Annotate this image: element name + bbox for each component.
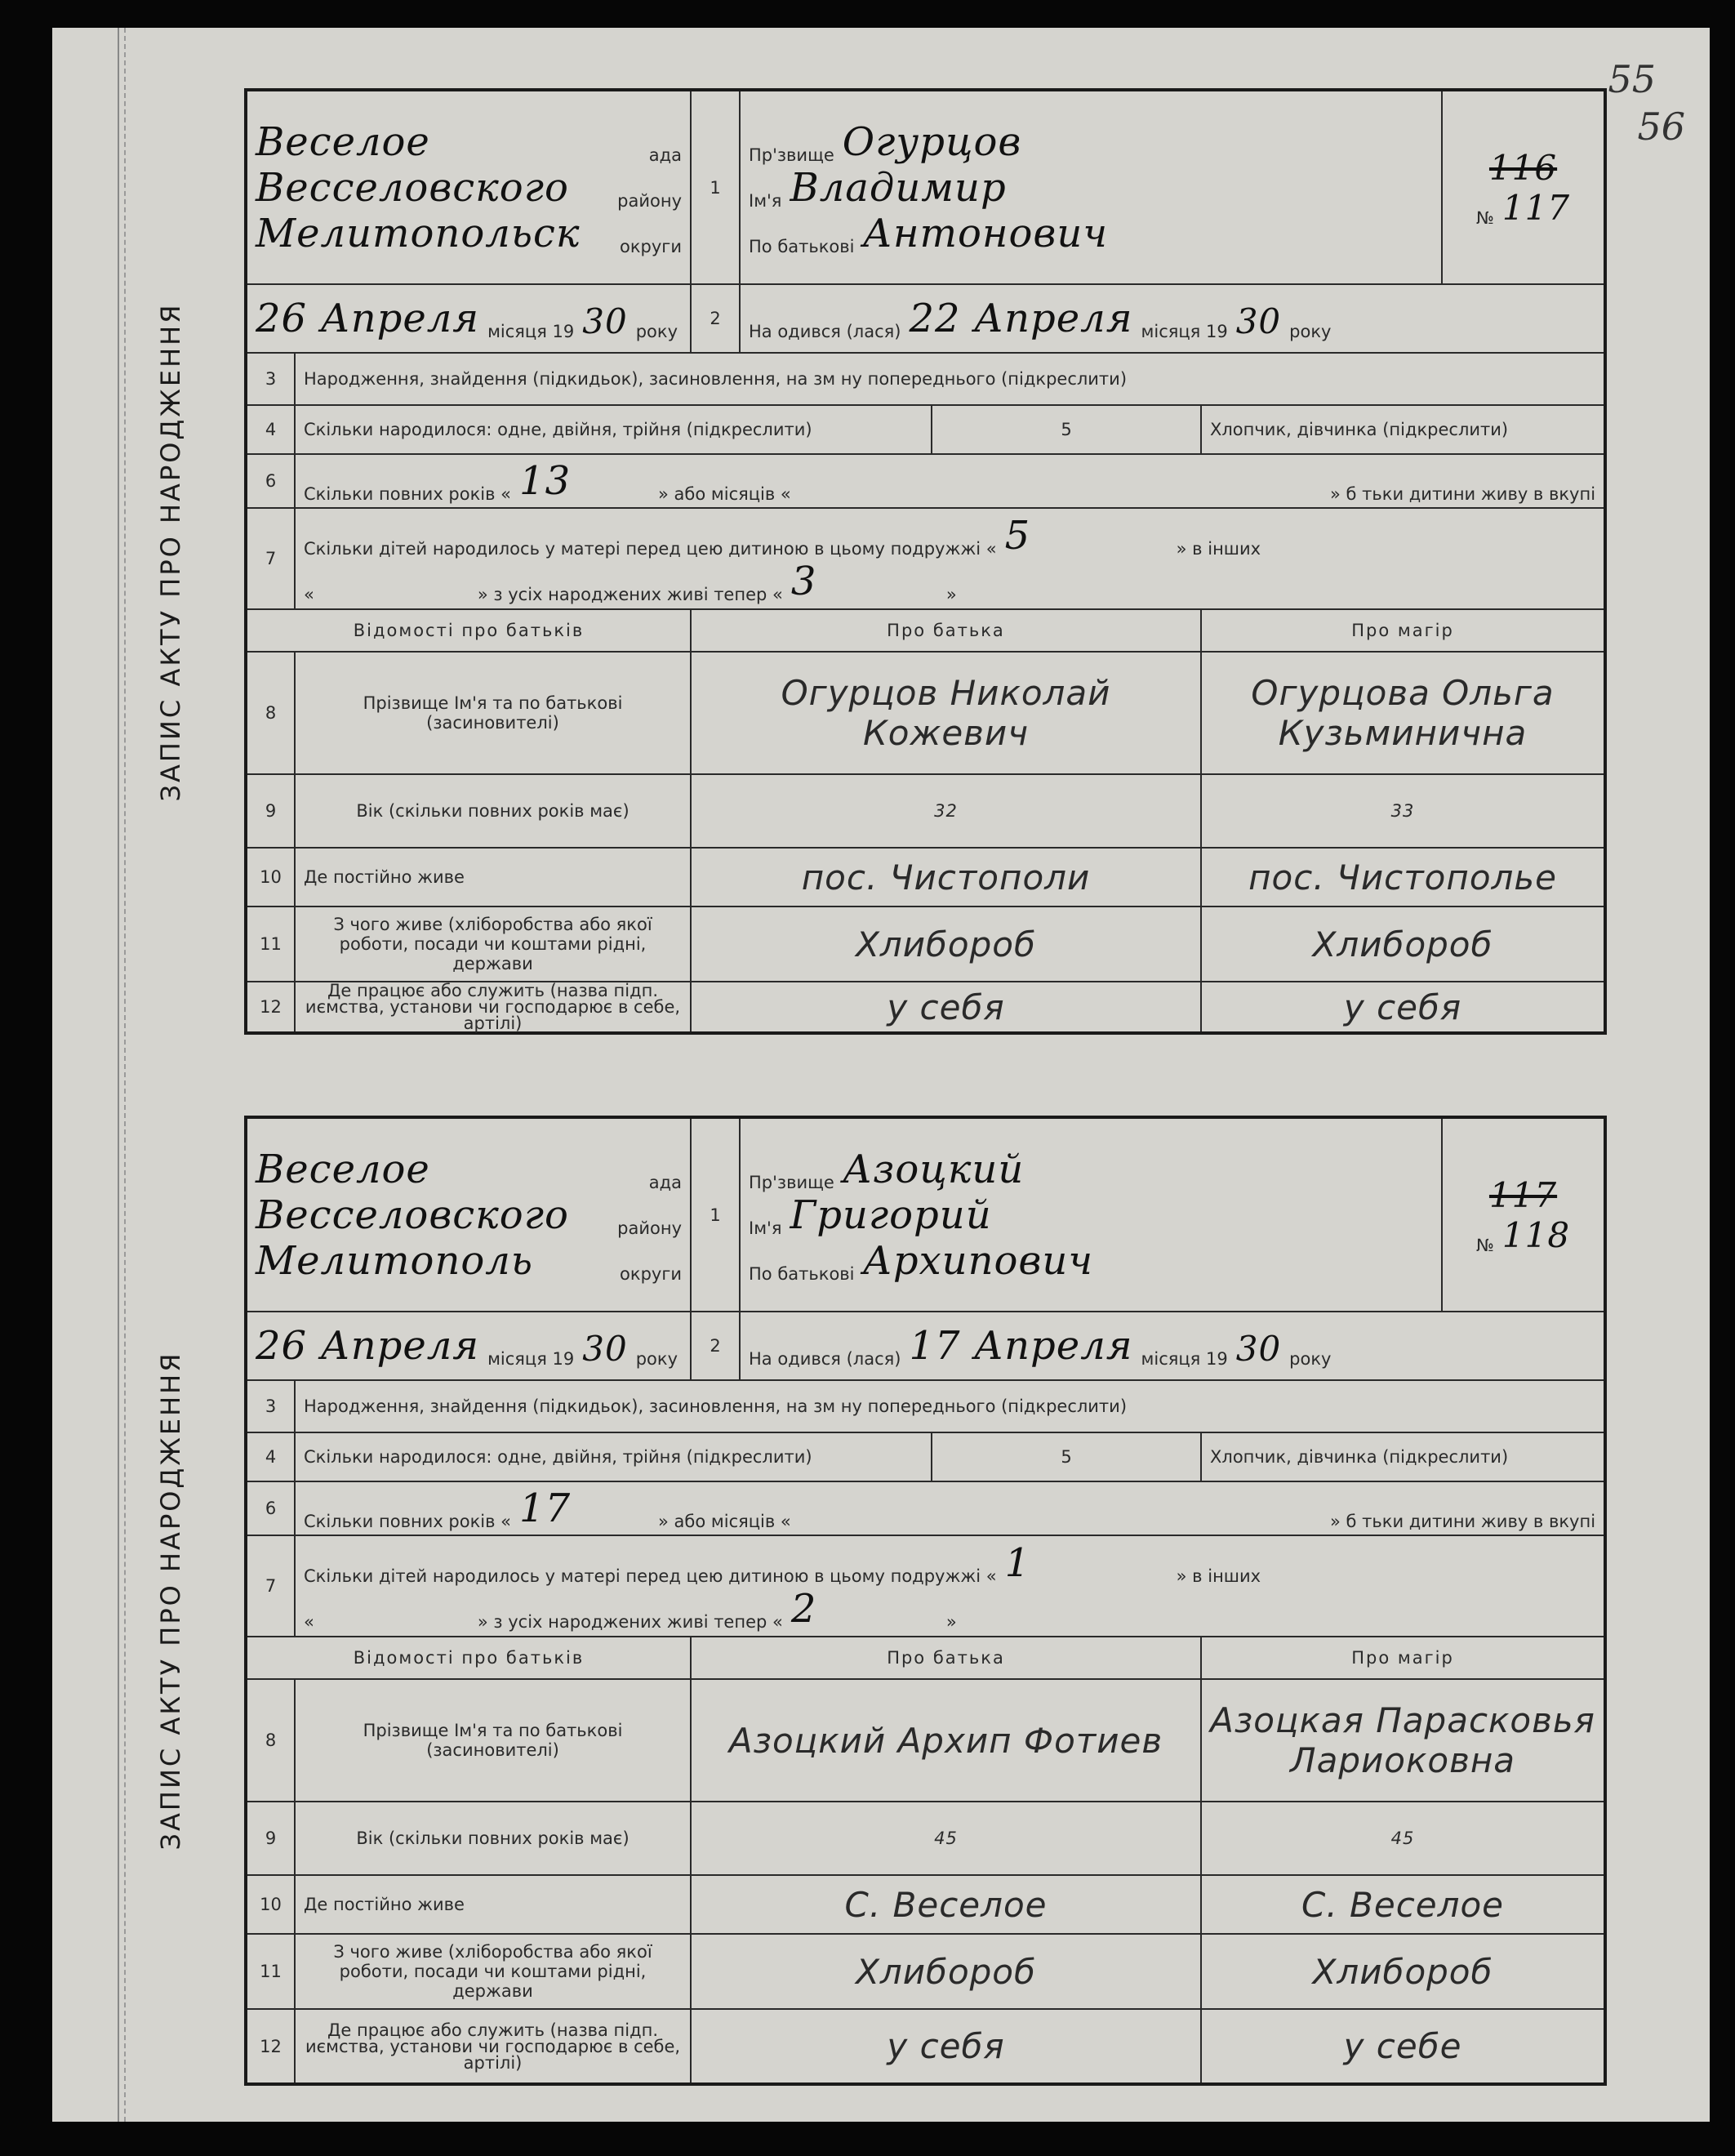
birth-day-month: 17 Апреля: [909, 1323, 1133, 1369]
father-work: у себя: [691, 982, 1201, 1033]
birth-year: 30: [1235, 1329, 1282, 1369]
mother-residence: С. Веселое: [1201, 1875, 1605, 1934]
label-born: На одився (лася): [749, 1349, 901, 1369]
child-surname: Огурцов: [842, 118, 1022, 165]
label-r8: Прізвище Ім'я та по батькові (засиновителі): [295, 652, 691, 774]
record-number: [1442, 1117, 1605, 1312]
reg-day-month: 26 Апреля: [256, 1323, 480, 1369]
label-row7a: Скільки дітей народилось у матері перед цею дитиною в цьому подружжі «: [304, 1566, 997, 1586]
label-row6c: » б тьки дитини живу в вкупі: [1330, 1512, 1596, 1531]
label-name: Ім'я: [749, 1218, 782, 1238]
children-count: [295, 1535, 1605, 1637]
label-surname: Пр'звище: [749, 145, 834, 165]
event-type: [295, 353, 1605, 405]
father-age: 45: [691, 1802, 1201, 1875]
village-value: Веселое: [256, 1146, 430, 1192]
mother-occupation: Хлибороб: [1201, 906, 1605, 982]
label-row3: Народження, знайдення (підкидьок), засиновлення, на зм ну попереднього (підкреслити): [304, 369, 1128, 389]
label-r12: Де працює або служить (назва підп. иємства, установи чи господарює в себе, артілі): [295, 982, 691, 1033]
father-residence: С. Веселое: [691, 1875, 1201, 1934]
label-row7c: «: [304, 1612, 314, 1632]
birth-day-month: 22 Апреля: [909, 296, 1133, 341]
child-patronymic: Архипович: [862, 1237, 1094, 1284]
record-form: Веселое ада Весселовского району Мелитопольск округи 1 Пр'звище Огурцов Ім'я Владимир По батькові Антонович 116 № 117 26 Апреля місяця 19 30 року 2 На одився (лася) 22 Апреля місяця 19 30 року 3 Народження, знайдення (підкидьок), засиновлення, на зм ну попереднього (підкреслити) 4 Скільки народилося: одне, двійня, трійня (підкреслити) 5 Хлопчик, дівчинка (підкреслити) 6 Скільки повних років « 13 » або місяців « » б тьки дитини живу в вкупі 7 Скільки дітей народилось у матері перед цею дитиною в цьому подружжі « 5 » в інших « » з усіх народжених живі тепер « 3 » Відомості про батьків Про батька Про магір 8 Прізвище Ім'я та по батькові (засиновителі) Огурцов Николай Кожевич Огурцова Ольга Кузьминична 9 Вік (скільки повних років має) 32 33 10 Де постійно живе пос. Чистополи пос. Чистополье 11 З чого живе (хліборобства або якої роботи, посади чи коштами рідні, держави Хлибороб Хлибороб 12 Де працює або служить (назва підп. иємства, установи чи господарює в себе, артілі) у себя у себя: [244, 88, 1607, 1035]
child-name: Григорий: [790, 1192, 992, 1238]
children-count: [295, 508, 1605, 609]
label-misyatsia: місяця 19: [487, 1349, 575, 1369]
okrug-value: Мелитополь: [256, 1237, 533, 1284]
label-r8: Прізвище Ім'я та по батькові (засиновителі): [295, 1679, 691, 1802]
label-row6c: » б тьки дитини живу в вкупі: [1330, 484, 1596, 504]
document-page: [52, 28, 1710, 2122]
label-r11: З чого живе (хліборобства або якої роботи, посади чи коштами рідні, держави: [295, 1934, 691, 2009]
label-roku: року: [1289, 322, 1332, 341]
parents-info-header: Відомості про батьків: [246, 609, 691, 652]
registration-date: [246, 284, 691, 353]
raion-value: Весселовского: [256, 164, 569, 211]
reg-day-month: 26 Апреля: [256, 296, 480, 341]
label-row4: Скільки народилося: одне, двійня, трійня (підкреслити): [304, 1447, 812, 1467]
birth-count: [295, 405, 932, 454]
okrug-value: Мелитопольск: [256, 210, 581, 256]
registration-date: [246, 1312, 691, 1380]
label-misyatsia: місяця 19: [487, 322, 575, 341]
place-block: [246, 1117, 691, 1312]
label-row6a: Скільки повних років «: [304, 484, 512, 504]
label-row5: Хлопчик, дівчинка (підкреслити): [1210, 420, 1509, 439]
label-row7b: » в інших: [1176, 539, 1261, 559]
label-r12: Де працює або служить (назва підп. иємства, установи чи господарює в себе, артілі): [295, 2009, 691, 2084]
mother-name: Огурцова Ольга Кузьминична: [1201, 652, 1605, 774]
event-type: [295, 1380, 1605, 1432]
label-raion: району: [617, 1218, 683, 1238]
child-patronymic: Антонович: [862, 210, 1109, 256]
child-name: Владимир: [790, 164, 1007, 211]
birth-year: 30: [1235, 301, 1282, 341]
label-row4: Скільки народилося: одне, двійня, трійня (підкреслити): [304, 420, 812, 439]
parents-together: [295, 1481, 1605, 1535]
label-row5: Хлопчик, дівчинка (підкреслити): [1210, 1447, 1509, 1467]
child-surname: Азоцкий: [842, 1146, 1025, 1192]
place-block: [246, 90, 691, 284]
mother-age: 45: [1201, 1802, 1605, 1875]
father-name: Азоцкий Архип Фотиев: [691, 1679, 1201, 1802]
mother-header: Про магір: [1201, 1637, 1605, 1679]
label-raion: району: [617, 190, 682, 211]
children-alive: 3: [790, 559, 817, 604]
birth-count: [295, 1432, 932, 1481]
label-surname: Пр'звище: [749, 1172, 834, 1192]
side-title: [122, 1116, 220, 2086]
village-value: Веселое: [256, 118, 430, 165]
years-together: 13: [519, 458, 572, 504]
label-row7b: » в інших: [1176, 1566, 1261, 1586]
label-row6a: Скільки повних років «: [304, 1512, 512, 1531]
father-occupation: Хлибороб: [691, 1934, 1201, 2009]
father-header: Про батька: [691, 1637, 1201, 1679]
label-row6b: » або місяців «: [658, 1512, 791, 1531]
label-patronymic: По батькові: [749, 1263, 855, 1284]
child-sex: [1201, 1432, 1605, 1481]
label-rada: ада: [648, 1172, 683, 1192]
father-occupation: Хлибороб: [691, 906, 1201, 982]
label-row7d: » з усіх народжених живі тепер «: [477, 585, 783, 604]
archive-page-number: 55 56: [1608, 57, 1685, 149]
parents-together: [295, 454, 1605, 508]
father-work: у себя: [691, 2009, 1201, 2084]
mother-work: у себя: [1201, 982, 1605, 1033]
label-side-title: ЗАПИС АКТУ ПРО НАРОДЖЕННЯ: [155, 1351, 186, 1851]
label-r10: Де постійно живе: [295, 848, 691, 906]
label-row7c: «: [304, 585, 314, 604]
mother-residence: пос. Чистополье: [1201, 848, 1605, 906]
label-row7e: »: [945, 585, 957, 604]
label-rada: ада: [648, 145, 682, 165]
children-before: 5: [1004, 513, 1031, 559]
years-together: 17: [519, 1486, 572, 1531]
birth-date: [740, 1312, 1605, 1380]
label-roku: року: [1289, 1349, 1332, 1369]
mother-age: 33: [1201, 774, 1605, 848]
birth-record: [155, 1116, 1604, 2086]
label-row7a: Скільки дітей народилось у матері перед цею дитиною в цьому подружжі «: [304, 539, 997, 559]
father-age: 32: [691, 774, 1201, 848]
child-name-block: [740, 1117, 1442, 1312]
label-roku: року: [635, 1349, 678, 1369]
children-alive: 2: [790, 1586, 817, 1632]
label-misyatsia-born: місяця 19: [1141, 322, 1228, 341]
label-r9: Вік (скільки повних років має): [295, 1802, 691, 1875]
label-r10: Де постійно живе: [295, 1875, 691, 1934]
number-struck: 116: [1488, 147, 1558, 188]
label-patronymic: По батькові: [749, 236, 855, 256]
label-name: Ім'я: [749, 190, 782, 211]
child-name-block: [740, 90, 1442, 284]
mother-occupation: Хлибороб: [1201, 1934, 1605, 2009]
label-okrug: округи: [620, 1263, 683, 1284]
father-residence: пос. Чистополи: [691, 848, 1201, 906]
reg-year: 30: [582, 301, 628, 341]
child-sex: [1201, 405, 1605, 454]
number: 117: [1501, 187, 1571, 228]
mother-header: Про магір: [1201, 609, 1605, 652]
label-born: На одився (лася): [749, 322, 901, 341]
mother-work: у себе: [1201, 2009, 1605, 2084]
birth-record: [155, 88, 1604, 1033]
children-before: 1: [1004, 1540, 1031, 1586]
label-no: №: [1476, 1235, 1494, 1255]
mother-name: Азоцкая Парасковья Лариоковна: [1201, 1679, 1605, 1802]
label-row7d: » з усіх народжених живі тепер «: [477, 1612, 783, 1632]
label-roku: року: [635, 322, 678, 341]
label-row6b: » або місяців «: [658, 484, 791, 504]
label-side-title: ЗАПИС АКТУ ПРО НАРОДЖЕННЯ: [155, 302, 186, 802]
record-number: [1442, 90, 1605, 284]
label-no: №: [1476, 207, 1494, 228]
label-okrug: округи: [620, 236, 682, 256]
father-name: Огурцов Николай Кожевич: [691, 652, 1201, 774]
label-r11: З чого живе (хліборобства або якої роботи, посади чи коштами рідні, держави: [295, 906, 691, 982]
birth-date: [740, 284, 1605, 353]
parents-info-header: Відомості про батьків: [246, 1637, 691, 1679]
raion-value: Весселовского: [256, 1192, 569, 1238]
label-misyatsia-born: місяця 19: [1141, 1349, 1228, 1369]
father-header: Про батька: [691, 609, 1201, 652]
record-form: Веселое ада Весселовского району Мелитополь округи 1 Пр'звище Азоцкий Ім'я Григорий По батькові Архипович 117 № 118 26 Апреля місяця 19 30 року 2 На одився (лася) 17 Апреля місяця 19 30 року 3 Народження, знайдення (підкидьок), засиновлення, на зм ну попереднього (підкреслити) 4 Скільки народилося: одне, двійня, трійня (підкреслити) 5 Хлопчик, дівчинка (підкреслити) 6 Скільки повних років « 17 » або місяців « » б тьки дитини живу в вкупі 7 Скільки дітей народилось у матері перед цею дитиною в цьому подружжі « 1 » в інших « » з усіх народжених живі тепер « 2 » Відомості про батьків Про батька Про магір 8 Прізвище Ім'я та по батькові (засиновителі) Азоцкий Архип Фотиев Азоцкая Парасковья Лариоковна 9 Вік (скільки повних років має) 45 45 10 Де постійно живе С. Веселое С. Веселое 11 З чого живе (хліборобства або якої роботи, посади чи коштами рідні, держави Хлибороб Хлибороб 12 Де працює або служить (назва підп. иємства, установи чи господарює в себе, артілі) у себя у себе: [244, 1116, 1607, 2086]
number: 118: [1501, 1214, 1571, 1255]
number-struck: 117: [1488, 1174, 1558, 1215]
label-row3: Народження, знайдення (підкидьок), засиновлення, на зм ну попереднього (підкреслити): [304, 1396, 1128, 1416]
label-row7e: »: [945, 1612, 957, 1632]
label-r9: Вік (скільки повних років має): [295, 774, 691, 848]
side-title: [122, 88, 220, 1016]
reg-year: 30: [582, 1329, 628, 1369]
